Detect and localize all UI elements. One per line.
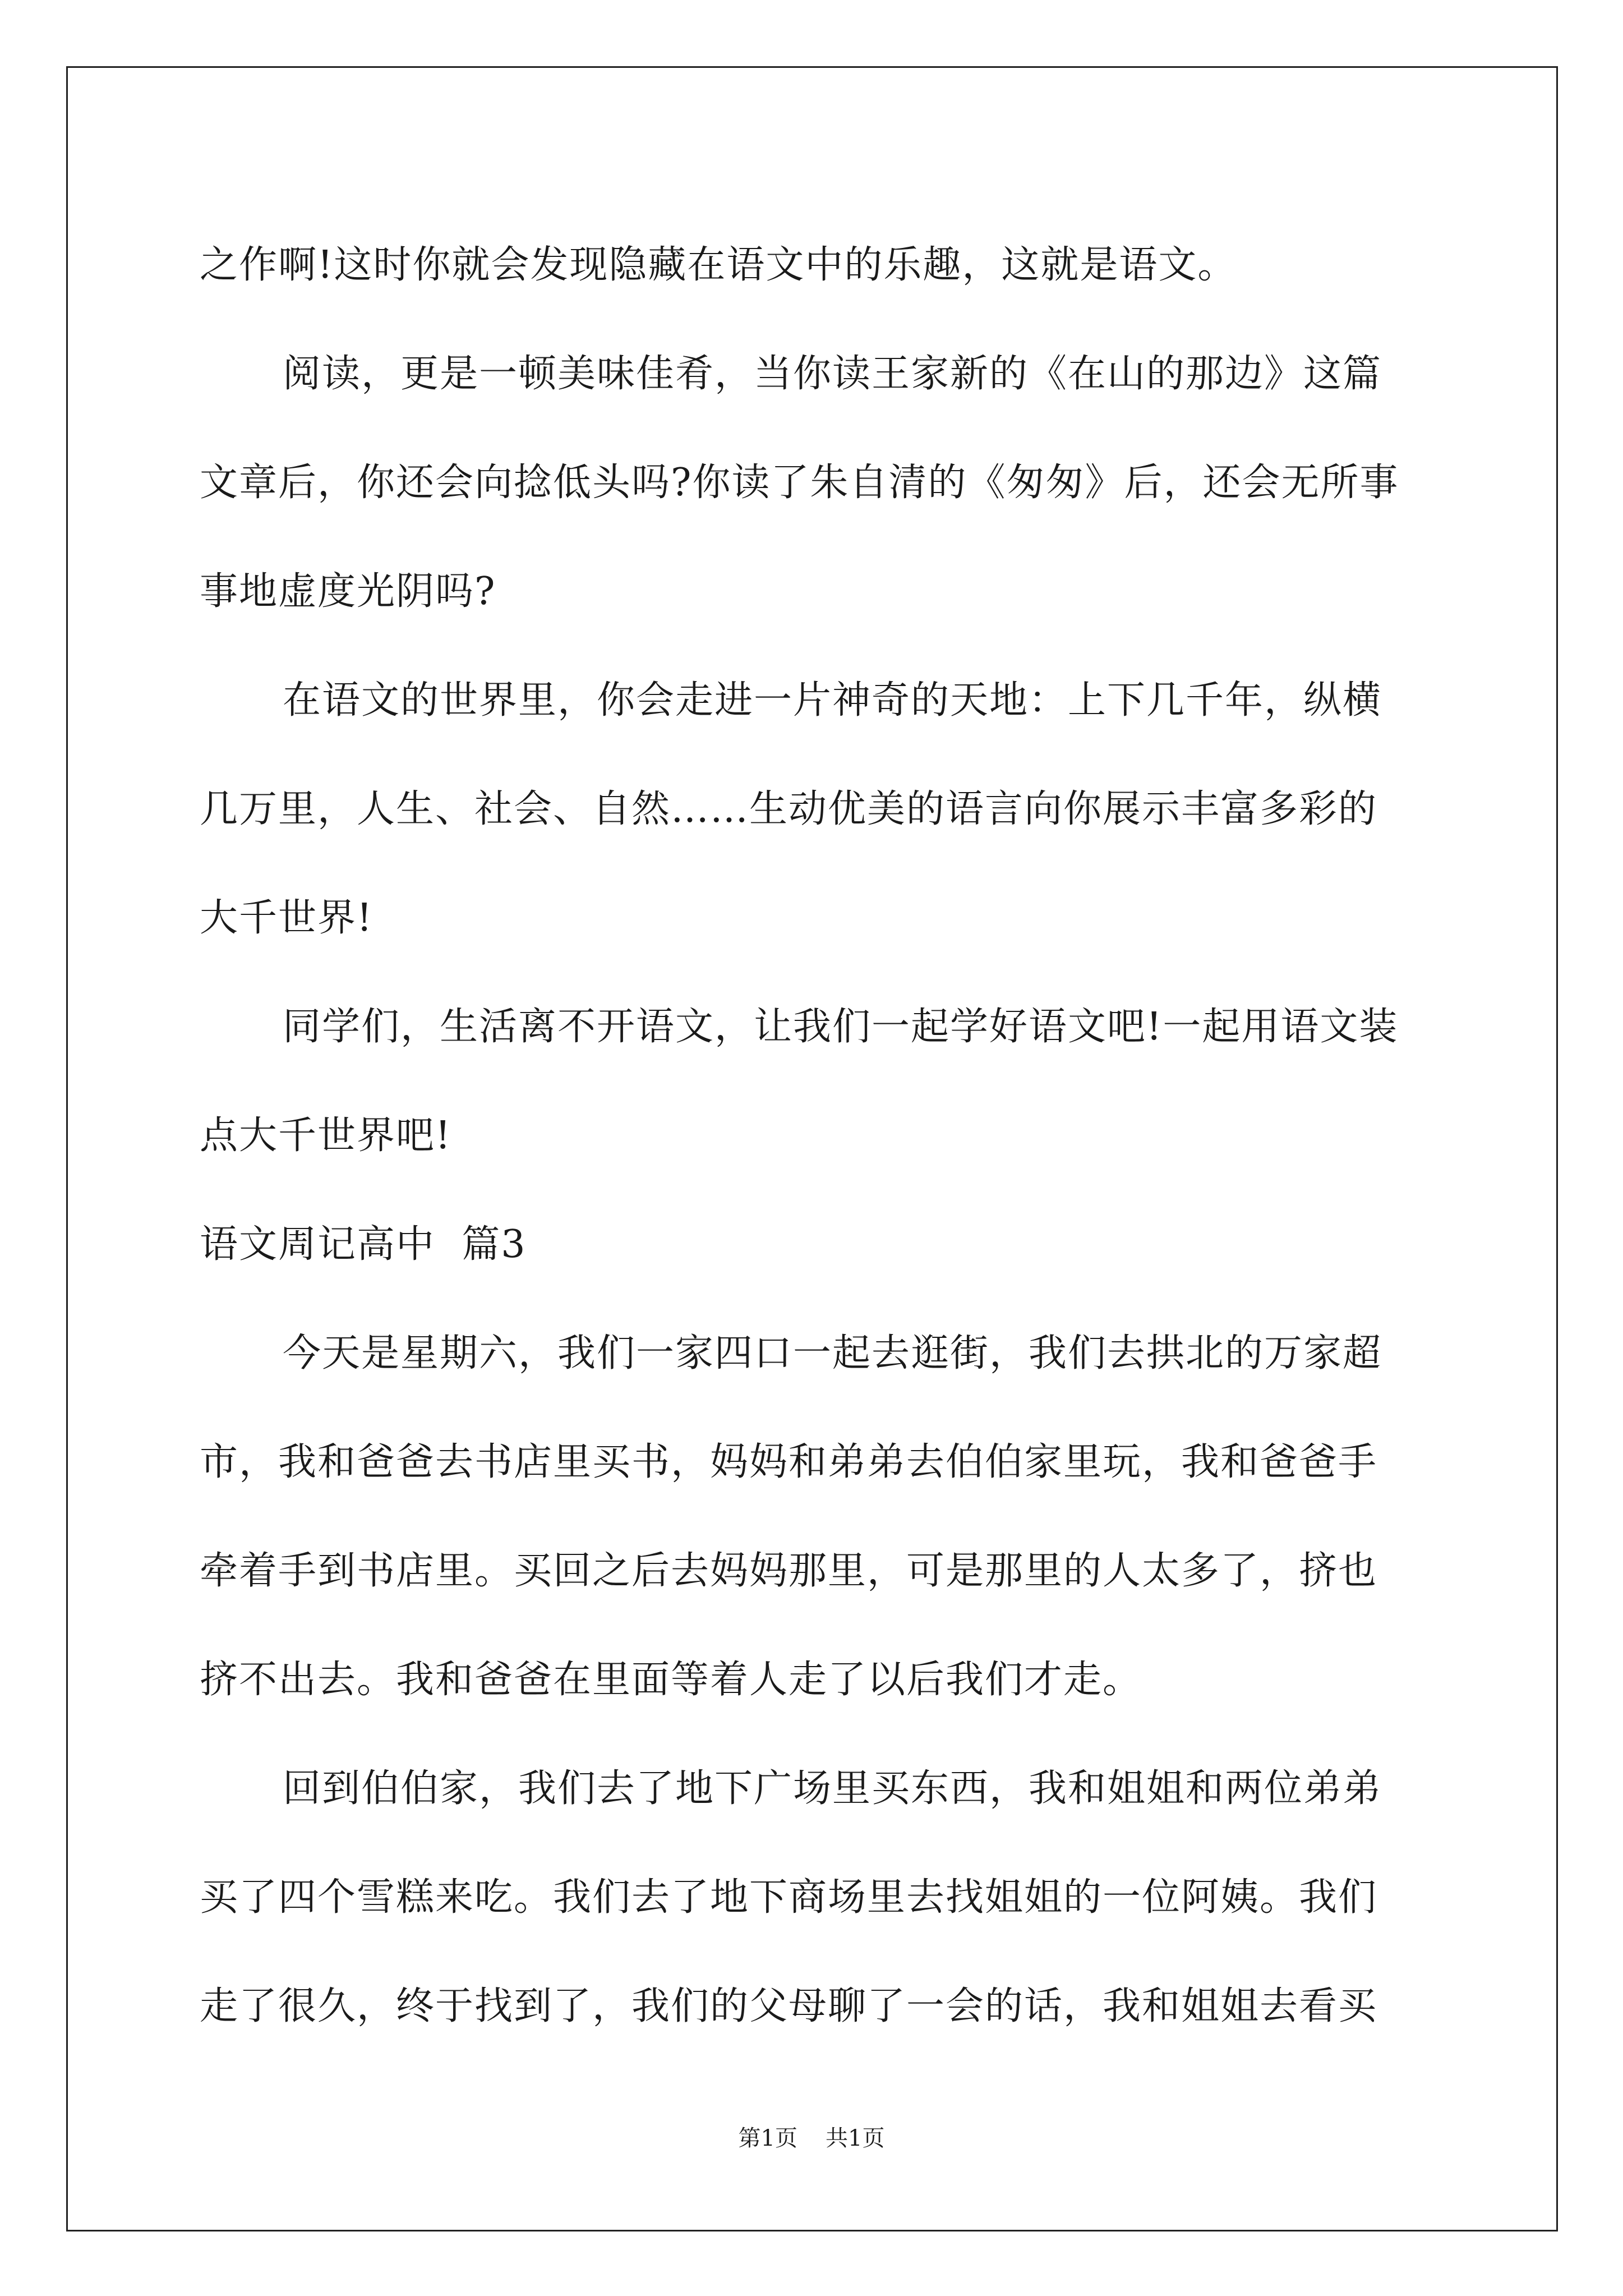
text-line: 回到伯伯家，我们去了地下广场里买东西，我和姐姐和两位弟弟 xyxy=(283,1766,1382,1811)
text-line: 之作啊!这时你就会发现隐藏在语文中的乐趣，这就是语文。 xyxy=(200,243,1237,287)
text-line: 在语文的世界里，你会走进一片神奇的天地：上下几千年，纵横 xyxy=(283,678,1382,723)
text-line: 文章后，你还会向捻低头吗?你读了朱自清的《匆匆》后，还会无所事 xyxy=(200,461,1399,505)
text-line: 走了很久，终于找到了，我们的父母聊了一会的话，我和姐姐去看买 xyxy=(200,1984,1378,2028)
text-line: 挤不出去。我和爸爸在里面等着人走了以后我们才走。 xyxy=(200,1658,1142,1702)
text-line: 阅读，更是一顿美味佳肴，当你读王家新的《在山的那边》这篇 xyxy=(283,352,1382,396)
page-total: 共1页 xyxy=(826,2125,885,2151)
text-line: 牵着手到书店里。买回之后去妈妈那里，可是那里的人太多了，挤也 xyxy=(200,1549,1378,1593)
page-footer xyxy=(0,2124,1623,2152)
page-number: 第1页 xyxy=(738,2125,797,2151)
text-line: 市，我和爸爸去书店里买书，妈妈和弟弟去伯伯家里玩，我和爸爸手 xyxy=(200,1440,1378,1484)
text-line: 同学们，生活离不开语文，让我们一起学好语文吧!一起用语文装 xyxy=(283,1005,1399,1049)
text-line: 大千世界! xyxy=(200,896,374,940)
text-line: 点大千世界吧! xyxy=(200,1114,452,1158)
text-line: 买了四个雪糕来吃。我们去了地下商场里去找姐姐的一位阿姨。我们 xyxy=(200,1875,1378,1920)
section-heading: 语文周记高中 篇3 xyxy=(200,1222,527,1267)
document-body xyxy=(200,211,1428,2061)
text-line: 今天是星期六，我们一家四口一起去逛街，我们去拱北的万家超 xyxy=(283,1331,1382,1375)
text-line: 事地虚度光阴吗? xyxy=(200,569,496,614)
text-line: 几万里，人生、社会、自然……生动优美的语言向你展示丰富多彩的 xyxy=(200,787,1378,831)
